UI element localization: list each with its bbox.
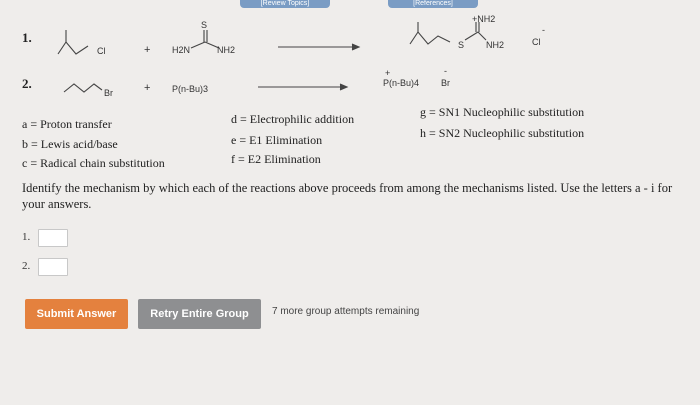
answer-2-label: 2. xyxy=(22,260,31,272)
mechanism-d: d = Electrophilic addition xyxy=(231,112,355,126)
references-link[interactable]: [References] xyxy=(388,0,478,8)
product-1-chloride: Cl xyxy=(532,37,541,47)
reaction-2-number: 2. xyxy=(22,76,32,91)
thiourea-s-label: S xyxy=(201,20,208,30)
mechanism-a: a = Proton transfer xyxy=(22,117,112,131)
answer-2-input[interactable] xyxy=(38,258,68,276)
product-2-phosphonium: P(n-Bu)4 xyxy=(383,78,420,88)
retry-entire-group-button[interactable]: Retry Entire Group xyxy=(138,299,261,329)
reaction-1-arrow xyxy=(278,42,362,52)
mechanism-f: f = E2 Elimination xyxy=(231,152,321,166)
mechanism-b: b = Lewis acid/base xyxy=(22,137,118,151)
mechanism-e: e = E1 Elimination xyxy=(231,133,323,147)
submit-answer-button[interactable]: Submit Answer xyxy=(25,299,128,329)
product-2-plus-charge: + xyxy=(385,68,391,78)
reaction-2-reactant-br: Br xyxy=(104,88,113,98)
top-bar xyxy=(0,0,700,8)
answer-1-label: 1. xyxy=(22,231,31,243)
instructions-text: Identify the mechanism by which each of the reactions above proceeds from among the mechanisms listed. Use the letters a - i for your answers. xyxy=(22,181,673,211)
mechanism-c: c = Radical chain substitution xyxy=(22,156,165,170)
reaction-2-plus: + xyxy=(144,82,151,94)
product-1-chloride-charge: - xyxy=(542,25,545,35)
product-1-s-label: S xyxy=(458,40,465,50)
product-2-bromide-charge: - xyxy=(444,66,447,76)
thiourea-nh2-label: NH2 xyxy=(217,45,236,55)
attempts-remaining-text: 7 more group attempts remaining xyxy=(272,306,420,317)
product-2-bromide: Br xyxy=(441,78,450,88)
mechanism-g: g = SN1 Nucleophilic substitution xyxy=(420,105,585,119)
reaction-2-reagent-phosphine: P(n-Bu)3 xyxy=(172,84,209,94)
review-topics-link[interactable]: [Review Topics] xyxy=(240,0,330,8)
thiourea-h2n-label: H2N xyxy=(172,45,191,55)
reaction-1-number: 1. xyxy=(22,30,32,45)
product-1-nh2-label: NH2 xyxy=(486,40,505,50)
reaction-1-alkyl-chloride-structure xyxy=(56,30,116,60)
reaction-2-arrow xyxy=(258,82,350,92)
reaction-1-reactant-cl: Cl xyxy=(97,46,106,56)
product-1-nh2-plus: +NH2 xyxy=(472,14,496,24)
reaction-1-plus: + xyxy=(144,44,151,56)
mechanism-h: h = SN2 Nucleophilic substitution xyxy=(420,126,585,140)
answer-1-input[interactable] xyxy=(38,229,68,247)
